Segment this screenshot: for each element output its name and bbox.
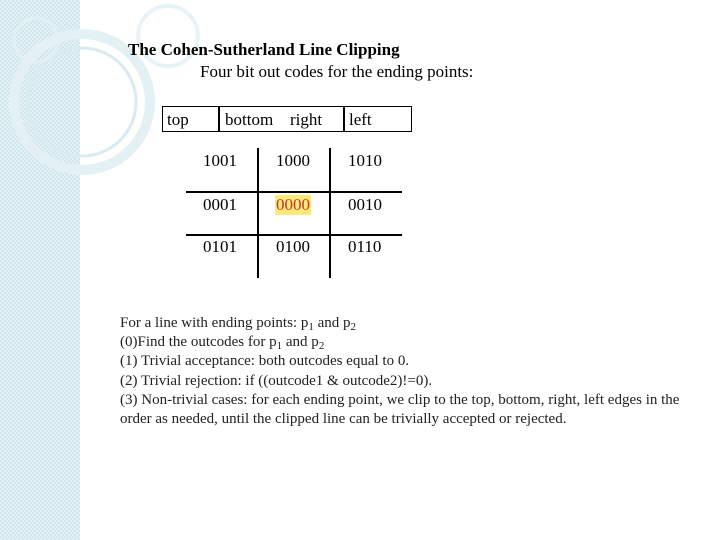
outcode-middle-left: 0001 — [203, 195, 237, 214]
page-subtitle: Four bit out codes for the ending points: — [200, 62, 474, 81]
outcode-middle-right: 0010 — [348, 195, 382, 214]
bit-label-left: left — [349, 110, 372, 129]
bit-label-top: top — [167, 110, 189, 129]
description-line-4: (2) Trivial rejection: if ((outcode1 & outcode2)!=0). — [120, 372, 433, 389]
outcode-bottom-right: 0110 — [348, 237, 382, 256]
decorative-side-band — [0, 0, 80, 540]
bit-divider — [218, 106, 220, 132]
bit-label-right: right — [290, 110, 323, 129]
algorithm-description — [120, 314, 700, 429]
outcode-bottom-left: 0101 — [203, 237, 237, 256]
description-line-3: (1) Trivial acceptance: both outcodes equal to 0. — [120, 353, 410, 370]
outcode-top-center: 1000 — [276, 151, 310, 170]
outcode-top-left: 1001 — [203, 151, 237, 170]
bit-order-box — [162, 106, 412, 132]
description-line-2: (0)Find the outcodes for $p_1$ and $p_2$ — [120, 334, 325, 353]
description-line-5: (3) Non-trivial cases: for each ending point, we clip to the top, bottom, right, left edges in the order as needed, until the clipped line can be trivially accepted or rejected. — [120, 391, 680, 428]
outcode-bottom-center: 0100 — [276, 237, 310, 256]
outcode-top-right: 1010 — [348, 151, 382, 170]
bit-label-bottom: bottom — [225, 110, 274, 129]
page-title: The Cohen-Sutherland Line Clipping — [128, 40, 400, 59]
outcode-center-highlighted: 0000 — [276, 195, 310, 214]
description-line-1: For a line with ending points: $p_1$ and $p_2$ — [120, 315, 356, 333]
bit-divider — [343, 106, 345, 132]
